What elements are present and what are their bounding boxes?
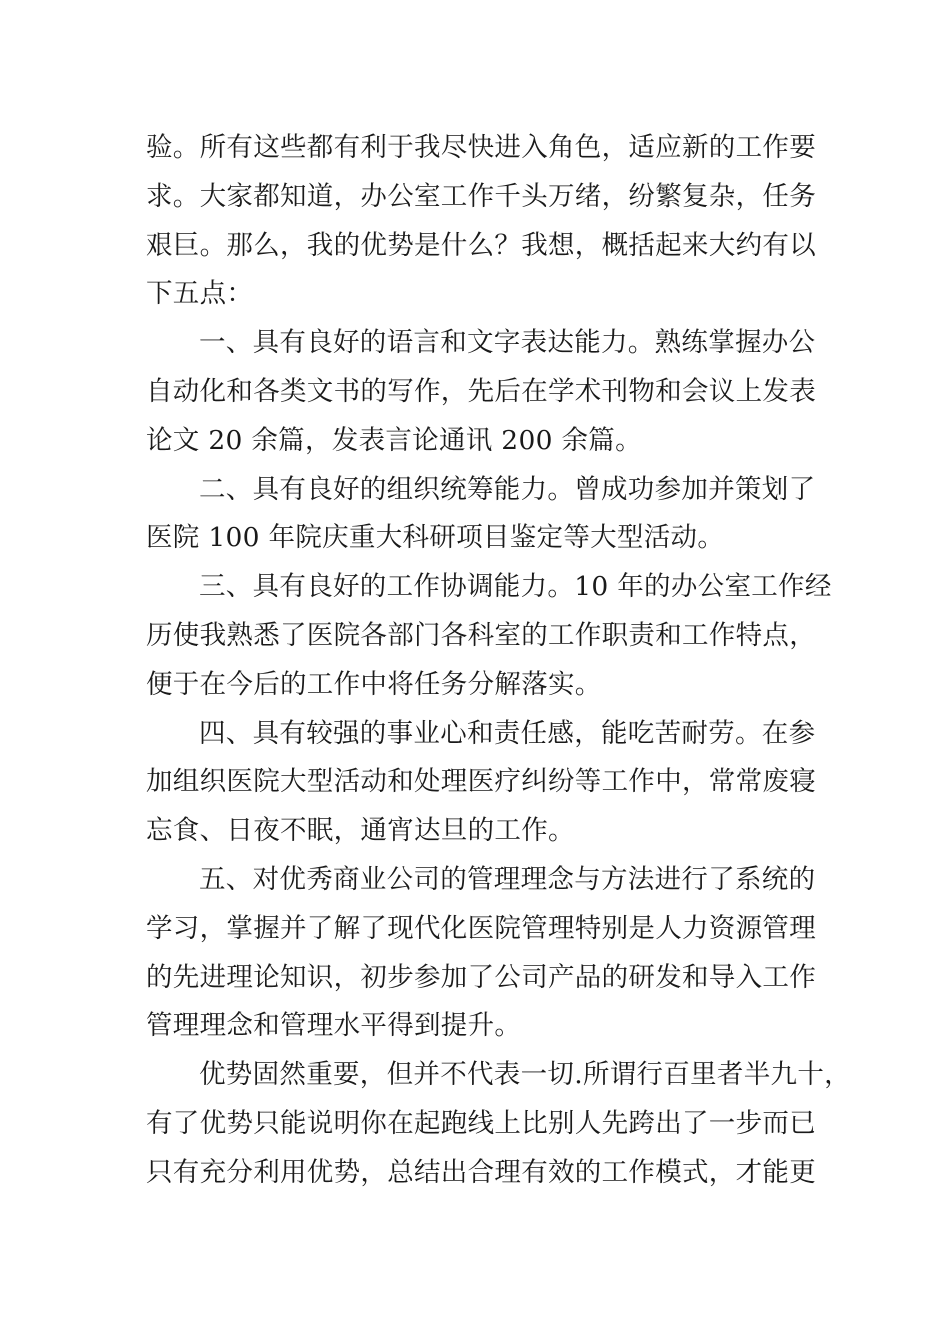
paragraph-point-3 bbox=[146, 563, 832, 709]
text-line: 求。大家都知道，办公室工作千头万绪，纷繁复杂，任务 bbox=[146, 180, 816, 212]
text-line: 只有充分利用优势，总结出合理有效的工作模式，才能更 bbox=[146, 1156, 816, 1188]
paragraph-point-1 bbox=[146, 319, 816, 465]
paragraph-point-5 bbox=[146, 856, 816, 1051]
paragraph-point-4 bbox=[146, 710, 816, 856]
text-line: 加组织医院大型活动和处理医疗纠纷等工作中，常常废寝 bbox=[146, 766, 816, 798]
text-line: 自动化和各类文书的写作，先后在学术刊物和会议上发表 bbox=[146, 375, 816, 407]
text-line: 优势固然重要，但并不代表一切.所谓行百里者半九十， bbox=[199, 1059, 851, 1091]
paragraph-point-2 bbox=[146, 466, 816, 564]
text-line: 医院 100 年院庆重大科研项目鉴定等大型活动。 bbox=[146, 522, 725, 554]
text-line: 三、具有良好的工作协调能力。10 年的办公室工作经 bbox=[199, 571, 832, 603]
text-line: 论文 20 余篇，发表言论通讯 200 余篇。 bbox=[146, 424, 642, 456]
text-line: 一、具有良好的语言和文字表达能力。熟练掌握办公 bbox=[199, 327, 816, 359]
text-line: 忘食、日夜不眠，通宵达旦的工作。 bbox=[146, 815, 575, 847]
text-line: 历使我熟悉了医院各部门各科室的工作职责和工作特点， bbox=[146, 619, 816, 651]
text-line: 四、具有较强的事业心和责任感，能吃苦耐劳。在参 bbox=[199, 717, 816, 749]
text-line: 验。所有这些都有利于我尽快进入角色，适应新的工作要 bbox=[146, 132, 816, 163]
text-line: 有了优势只能说明你在起跑线上比别人先跨出了一步而已 bbox=[146, 1107, 816, 1139]
paragraph-intro bbox=[146, 124, 816, 319]
text-line: 的先进理论知识，初步参加了公司产品的研发和导入工作 bbox=[146, 961, 816, 993]
text-line: 下五点： bbox=[146, 278, 254, 310]
text-line: 艰巨。那么，我的优势是什么？我想，概括起来大约有以 bbox=[146, 229, 816, 261]
document-body bbox=[146, 124, 851, 1198]
text-line: 二、具有良好的组织统筹能力。曾成功参加并策划了 bbox=[199, 473, 816, 505]
paragraph-conclusion bbox=[146, 1051, 851, 1197]
text-line: 五、对优秀商业公司的管理理念与方法进行了系统的 bbox=[199, 863, 816, 895]
text-line: 管理理念和管理水平得到提升。 bbox=[146, 1010, 522, 1042]
text-line: 学习，掌握并了解了现代化医院管理特别是人力资源管理 bbox=[146, 912, 816, 944]
text-line: 便于在今后的工作中将任务分解落实。 bbox=[146, 668, 602, 700]
